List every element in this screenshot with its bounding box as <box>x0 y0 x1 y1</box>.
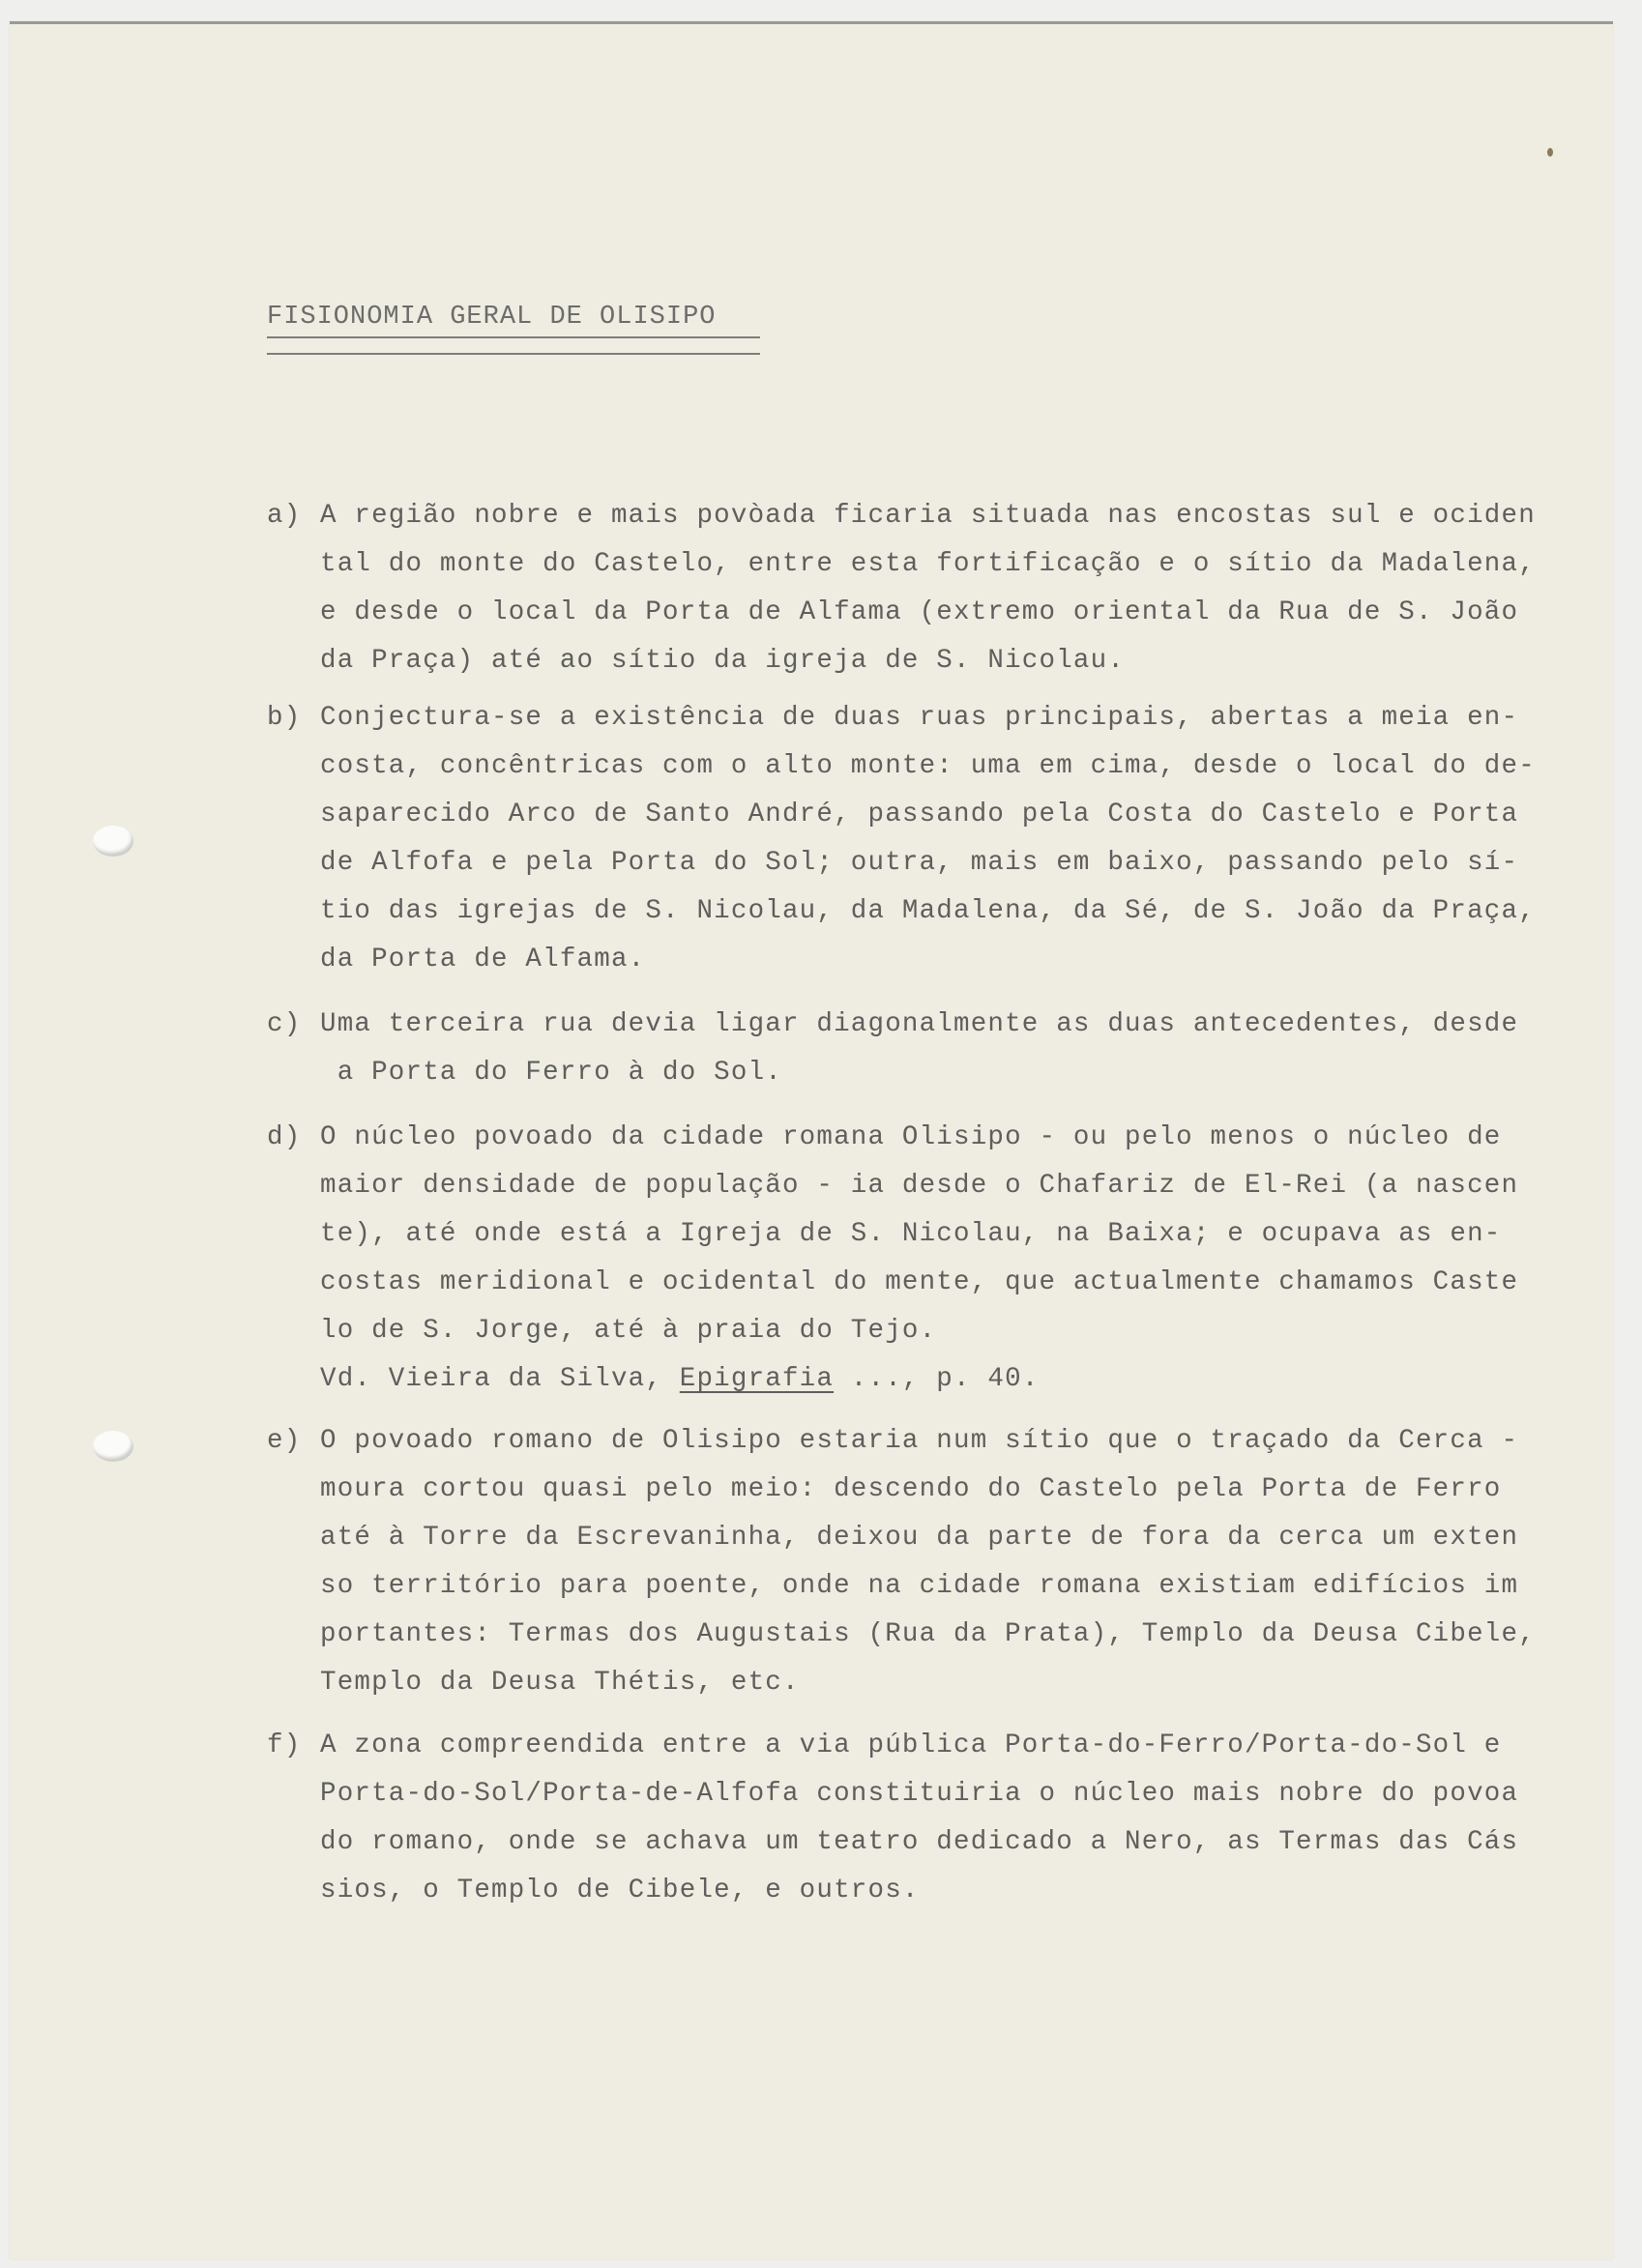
section-marker: e) <box>267 1426 302 1456</box>
text-line: e desde o local da Porta de Alfama (extremo oriental da Rua de S. João <box>320 597 1519 627</box>
text-line: maior densidade de população - ia desde o Chafariz de El-Rei (a nascen <box>320 1171 1519 1201</box>
text-line: so território para poente, onde na cidade romana existiam edifícios im <box>320 1571 1519 1601</box>
section-marker: a) <box>267 501 302 531</box>
text-line: até à Torre da Escrevaninha, deixou da parte de fora da cerca um exten <box>320 1523 1519 1553</box>
reference-suffix: ..., p. 40. <box>834 1364 1040 1394</box>
text-line: saparecido Arco de Santo André, passando pela Costa do Castelo e Porta <box>320 800 1519 829</box>
text-line: Templo da Deusa Thétis, etc. <box>320 1668 800 1698</box>
section-marker: c) <box>267 1009 302 1039</box>
text-line: a Porta do Ferro à do Sol. <box>320 1058 782 1088</box>
text-line: Porta-do-Sol/Porta-de-Alfofa constituiria o núcleo mais nobre do povoa <box>320 1779 1519 1809</box>
text-line: tal do monte do Castelo, entre esta fortificação e o sítio da Madalena, <box>320 549 1536 579</box>
text-line: Conjectura-se a existência de duas ruas principais, abertas a meia en- <box>320 703 1519 733</box>
text-line: sios, o Templo de Cibele, e outros. <box>320 1875 920 1905</box>
text-line: tio das igrejas de S. Nicolau, da Madalena, da Sé, de S. João da Praça, <box>320 896 1536 926</box>
title-underline <box>267 353 760 355</box>
text-line: da Praça) até ao sítio da igreja de S. Nicolau. <box>320 646 1126 676</box>
section-marker: d) <box>267 1122 302 1152</box>
reference-work-title: Epigrafia <box>679 1364 835 1394</box>
section-marker: b) <box>267 703 302 733</box>
section-a <box>267 492 1553 685</box>
reference-prefix: Vd. Vieira da Silva, <box>320 1364 680 1394</box>
text-line: da Porta de Alfama. <box>320 945 646 974</box>
text-line: Uma terceira rua devia ligar diagonalmente as duas antecedentes, desde <box>320 1009 1519 1039</box>
section-marker: f) <box>267 1730 302 1760</box>
text-line: de Alfofa e pela Porta do Sol; outra, mais em baixo, passando pelo sí- <box>320 848 1519 878</box>
text-line: costa, concêntricas com o alto monte: uma em cima, desde o local do de- <box>320 751 1536 781</box>
text-line: portantes: Termas dos Augustais (Rua da Prata), Templo da Deusa Cibele, <box>320 1619 1536 1649</box>
text-line: do romano, onde se achava um teatro dedicado a Nero, as Termas das Cás <box>320 1827 1519 1857</box>
text-line: costas meridional e ocidental do mente, que actualmente chamamos Caste <box>320 1267 1519 1297</box>
punch-hole <box>93 1431 133 1462</box>
title-underline <box>267 336 760 338</box>
text-line: te), até onde está a Igreja de S. Nicolau, na Baixa; e ocupava as en- <box>320 1219 1502 1249</box>
section-f <box>267 1722 1553 1915</box>
reference-line <box>267 1355 1553 1404</box>
section-e <box>267 1417 1553 1707</box>
document-page <box>10 21 1613 2259</box>
text-line: A região nobre e mais povòada ficaria situada nas encostas sul e ociden <box>320 501 1536 531</box>
text-line: O núcleo povoado da cidade romana Olisipo - ou pelo menos o núcleo de <box>320 1122 1502 1152</box>
punch-hole <box>93 826 133 857</box>
section-c <box>267 1001 1553 1097</box>
text-line: moura cortou quasi pelo meio: descendo do Castelo pela Porta de Ferro <box>320 1474 1502 1504</box>
text-line: O povoado romano de Olisipo estaria num sítio que o traçado da Cerca - <box>320 1426 1519 1456</box>
section-b <box>267 694 1553 984</box>
section-d <box>267 1114 1553 1404</box>
ink-speck <box>1547 148 1553 157</box>
page-title: FISIONOMIA GERAL DE OLISIPO <box>267 303 717 332</box>
text-line: A zona compreendida entre a via pública Porta-do-Ferro/Porta-do-Sol e <box>320 1730 1502 1760</box>
text-line: lo de S. Jorge, até à praia do Tejo. <box>320 1316 937 1346</box>
